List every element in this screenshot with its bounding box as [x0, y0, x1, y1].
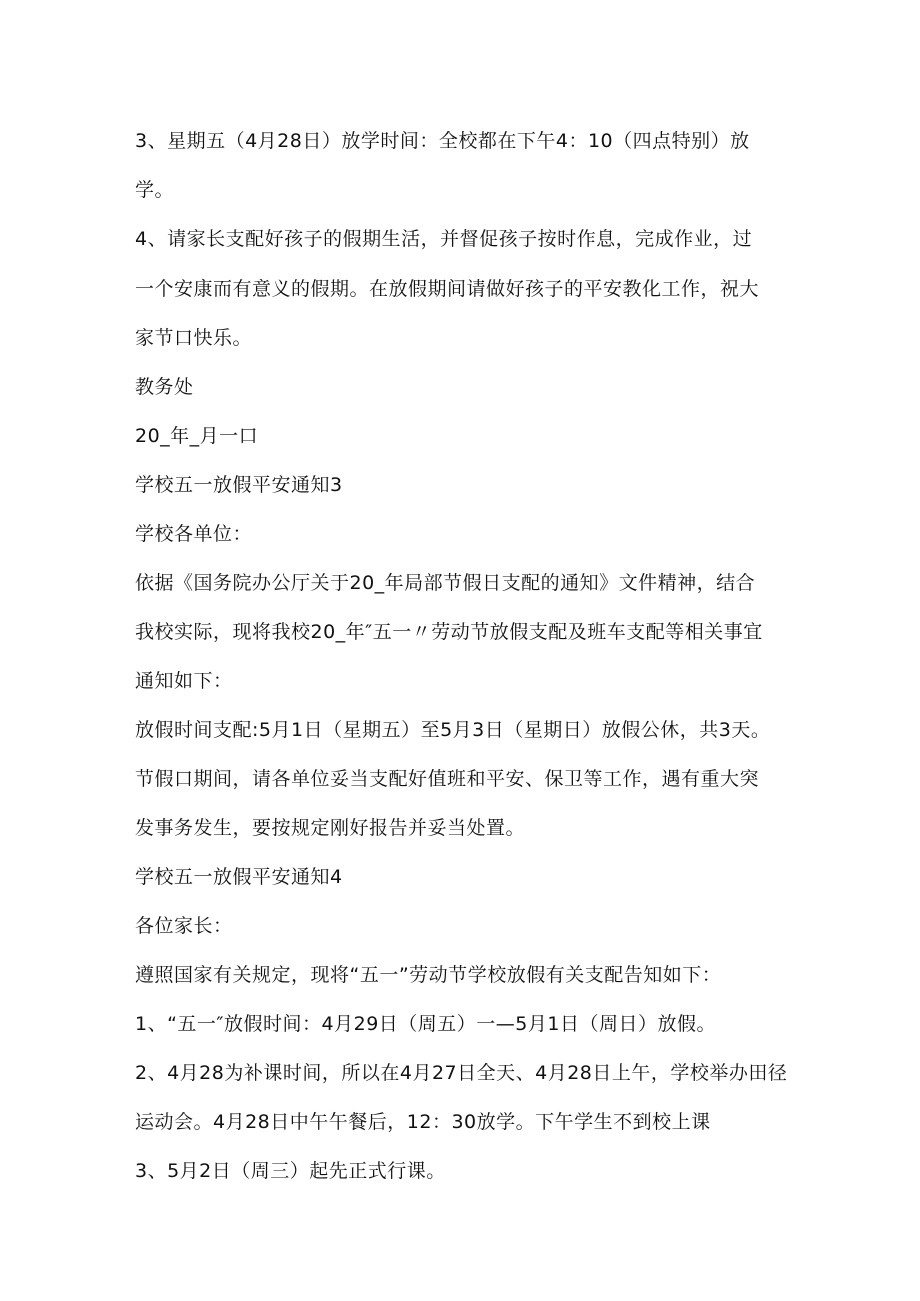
text-line: 家节口快乐。: [135, 327, 253, 349]
section-heading: 学校五一放假平安通知4: [135, 866, 343, 888]
text-line: 通知如下：: [135, 670, 233, 692]
text-line: 学。: [135, 179, 175, 201]
text-line: 运动会。4月28日中午午餐后，12：30放学。下午学生不到校上课: [135, 1111, 711, 1133]
salutation: 学校各单位：: [135, 523, 253, 545]
text-line: 3、星期五（4月28日）放学时间：全校都在下午4：10（四点特别）放: [135, 130, 750, 152]
salutation: 各位家长：: [135, 915, 233, 937]
text-line: 1、“五一″放假时间：4月29日（周五）一—5月1日（周日）放假。: [135, 1013, 716, 1035]
text-line: 教务处: [135, 376, 194, 398]
text-line: 遵照国家有关规定，现将“五一”劳动节学校放假有关支配告知如下：: [135, 964, 722, 986]
text-line: 我校实际，现将我校20_年″五一〃劳动节放假支配及班车支配等相关事宜: [135, 621, 763, 643]
text-line: 20_年_月一口: [135, 425, 259, 447]
text-line: 放假时间支配:5月1日（星期五）至5月3日（星期日）放假公休，共3天。: [135, 719, 771, 741]
text-line: 4、请家长支配好孩子的假期生活，并督促孩子按时作息，完成作业，过: [135, 228, 753, 250]
text-line: 一个安康而有意义的假期。在放假期间请做好孩子的平安教化工作，祝大: [135, 278, 760, 300]
section-heading: 学校五一放假平安通知3: [135, 474, 343, 496]
text-line: 发事务发生，要按规定刚好报告并妥当处置。: [135, 817, 526, 839]
text-line: 依据《国务院办公厅关于20_年局部节假日支配的通知》文件精神，结合: [135, 572, 756, 594]
text-line: 3、5月2日（周三）起先正式行课。: [135, 1160, 446, 1182]
text-line: 节假口期间，请各单位妥当支配好值班和平安、保卫等工作，遇有重大突: [135, 768, 760, 790]
text-line: 2、4月28为补课时间，所以在4月27日全天、4月28日上午，学校举办田径: [135, 1062, 788, 1084]
